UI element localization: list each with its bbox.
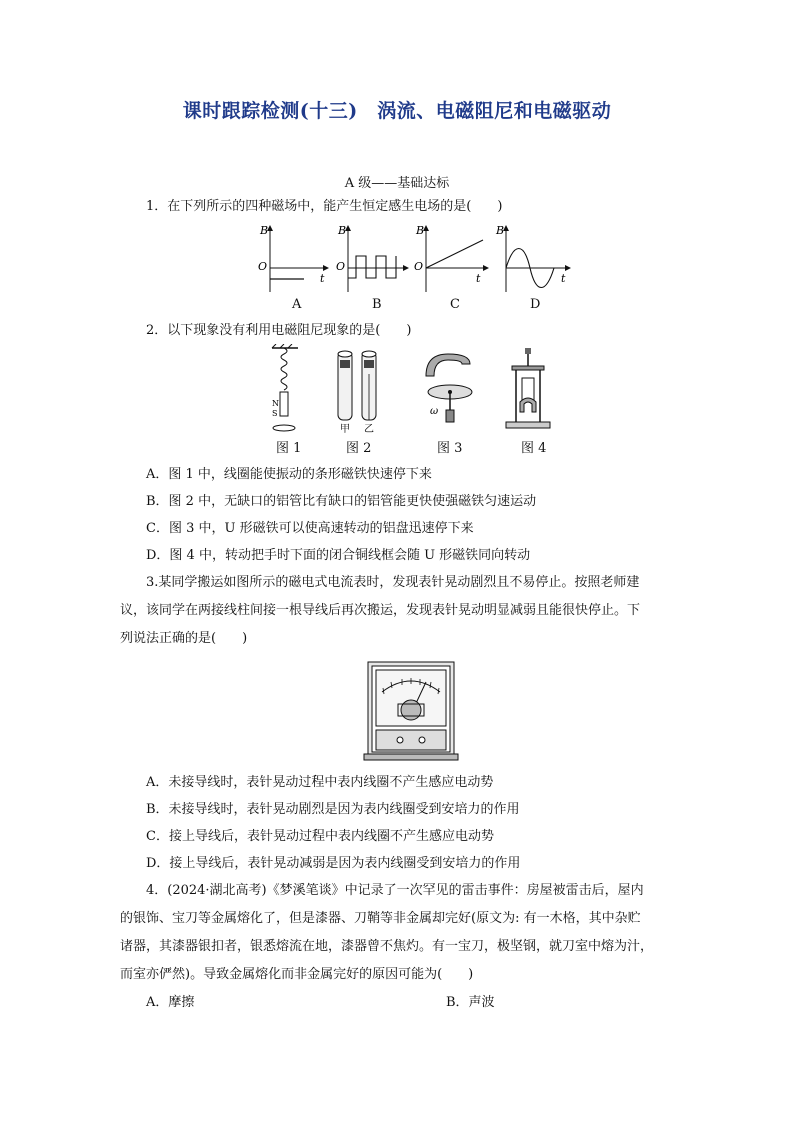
graph-d xyxy=(495,224,570,292)
graph-d-ylabel: B xyxy=(496,224,505,237)
q4-stem-line-3: 诸器，其漆器银扣者，银悉熔流在地，漆器曾不焦灼。有一宝刀，极坚钢，就刀室中熔为汁， xyxy=(120,939,654,954)
q1-label-d: D xyxy=(530,297,541,312)
fig2-caption: 图 2 xyxy=(346,441,372,456)
graph-a-xlabel: t xyxy=(320,272,325,285)
fig1-magnet-n: N xyxy=(272,399,279,408)
q3-option-b: B．未接导线时，表针晃动剧烈是因为表内线圈受到安培力的作用 xyxy=(146,802,520,817)
graph-d-xlabel: t xyxy=(561,272,566,285)
fig4-frame xyxy=(506,348,550,428)
q1-label-a: A xyxy=(292,297,302,312)
graph-b xyxy=(336,224,408,292)
q2-option-a: A．图 1 中，线圈能使振动的条形磁铁快速停下来 xyxy=(146,467,432,482)
page-title: 课时跟踪检测(十三) 涡流、电磁阻尼和电磁驱动 xyxy=(182,100,612,122)
q3-option-a: A．未接导线时，表针晃动过程中表内线圈不产生感应电动势 xyxy=(146,775,494,790)
q1-label-b: B xyxy=(372,297,382,312)
q4-option-a: A．摩擦 xyxy=(146,995,195,1010)
graph-a-ylabel: B xyxy=(260,224,269,237)
fig3-caption: 图 3 xyxy=(437,441,463,456)
q2-figures xyxy=(240,344,560,440)
q2-option-d: D．图 4 中，转动把手时下面的闭合铜线框会随 U 形磁铁同向转动 xyxy=(146,548,531,563)
q3-stem-line-3: 列说法正确的是( ) xyxy=(120,631,248,646)
fig3-u-magnet-disc xyxy=(426,354,472,422)
graph-b-origin: O xyxy=(336,260,346,273)
fig1-magnet-s: S xyxy=(272,409,278,418)
fig3-omega: ω xyxy=(430,406,439,417)
graph-b-ylabel: B xyxy=(338,224,347,237)
q2-option-c: C．图 3 中，U 形磁铁可以使高速转动的铝盘迅速停下来 xyxy=(146,521,474,536)
fig2-label-jia: 甲 xyxy=(340,424,350,435)
section-heading: A 级——基础达标 xyxy=(344,176,450,191)
q3-option-d: D．接上导线后，表针晃动减弱是因为表内线圈受到安培力的作用 xyxy=(146,856,521,871)
q1-label-c: C xyxy=(450,297,460,312)
q4-option-b: B．声波 xyxy=(446,995,495,1010)
q4-stem-line-2: 的银饰、宝刀等金属熔化了，但是漆器、刀鞘等非金属却完好(原文为: 有一木格，其中杂贮 xyxy=(120,911,641,926)
graph-c-origin: O xyxy=(414,260,424,273)
fig4-caption: 图 4 xyxy=(521,441,547,456)
q4-stem-line-4: 而室亦俨然)。导致金属熔化而非金属完好的原因可能为( ) xyxy=(120,967,474,982)
graph-c-xlabel: t xyxy=(476,272,481,285)
q3-galvanometer xyxy=(362,658,460,762)
q4-stem-line-1: 4．(2024·湖北高考)《梦溪笔谈》中记录了一次罕见的雷击事件：房屋被雷击后，屋内 xyxy=(146,883,644,898)
q3-option-c: C．接上导线后，表针晃动过程中表内线圈不产生感应电动势 xyxy=(146,829,494,844)
q1-stem: 1．在下列所示的四种磁场中，能产生恒定感生电场的是( ) xyxy=(146,199,503,214)
q2-option-b: B．图 2 中，无缺口的铝管比有缺口的铝管能更快使强磁铁匀速运动 xyxy=(146,494,537,509)
graph-c xyxy=(414,224,488,292)
fig2-label-yi: 乙 xyxy=(364,424,374,435)
fig1-caption: 图 1 xyxy=(276,441,302,456)
q2-stem: 2．以下现象没有利用电磁阻尼现象的是( ) xyxy=(146,323,412,338)
graph-a-origin: O xyxy=(258,260,268,273)
q3-stem-line-2: 议，该同学在两接线柱间接一根导线后再次搬运，发现表针晃动明显减弱且能很快停止。下 xyxy=(120,603,641,618)
graph-a xyxy=(258,224,328,292)
fig2-tubes xyxy=(338,351,376,435)
q3-stem-line-1: 3.某同学搬运如图所示的磁电式电流表时，发现表针晃动剧烈且不易停止。按照老师建 xyxy=(146,575,640,590)
fig1-spring-magnet xyxy=(272,344,298,431)
graph-c-ylabel: B xyxy=(416,224,425,237)
